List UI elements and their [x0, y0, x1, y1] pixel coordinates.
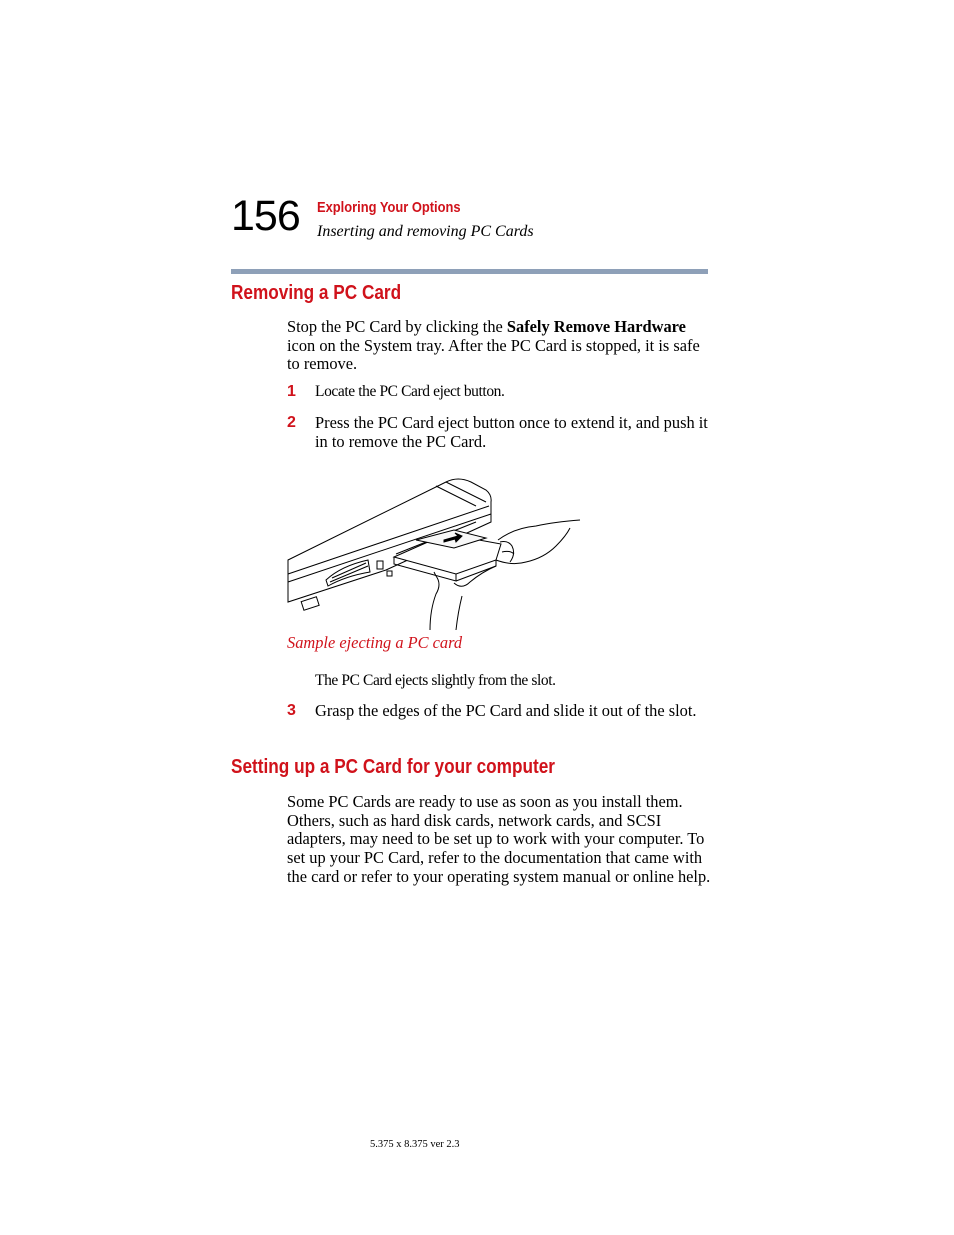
heading-removing-pc-card: Removing a PC Card: [231, 282, 402, 304]
step-text: Grasp the edges of the PC Card and slide it out of the slot.: [315, 701, 697, 720]
intro-text-start: Stop the PC Card by clicking the: [287, 317, 507, 336]
intro-bold-term: Safely Remove Hardware: [506, 317, 686, 336]
heading-setting-up-pc-card: Setting up a PC Card for your computer: [231, 756, 555, 778]
section-title: Inserting and removing PC Cards: [317, 223, 534, 240]
setup-body: Some PC Cards are ready to use as soon as you install them. Others, such as hard disk cards, network cards, and SCSI adapters, may need to be set up to work with your computer. To set up your PC Card, refer to the documentation that came with the card or refer to your operating system manual or online help.: [287, 792, 711, 886]
page-number: 156: [231, 192, 300, 240]
step-text: Locate the PC Card eject button.: [315, 383, 505, 400]
step-result-text: The PC Card ejects slightly from the slot.: [315, 672, 556, 689]
footer-version: 5.375 x 8.375 ver 2.3: [370, 1139, 460, 1150]
pc-card-eject-illustration: [286, 462, 586, 632]
step-number: 1: [287, 383, 296, 400]
removing-intro: [287, 318, 712, 374]
chapter-title: Exploring Your Options: [317, 199, 461, 216]
step-text: Press the PC Card eject button once to extend it, and push it in to remove the PC Card.: [315, 413, 708, 451]
header-divider: [231, 269, 708, 274]
figure-caption: Sample ejecting a PC card: [287, 633, 463, 652]
step-number: 3: [287, 702, 296, 719]
step-number: 2: [287, 414, 296, 431]
intro-text-end: icon on the System tray. After the PC Card is stopped, it is safe to remove.: [287, 335, 700, 374]
